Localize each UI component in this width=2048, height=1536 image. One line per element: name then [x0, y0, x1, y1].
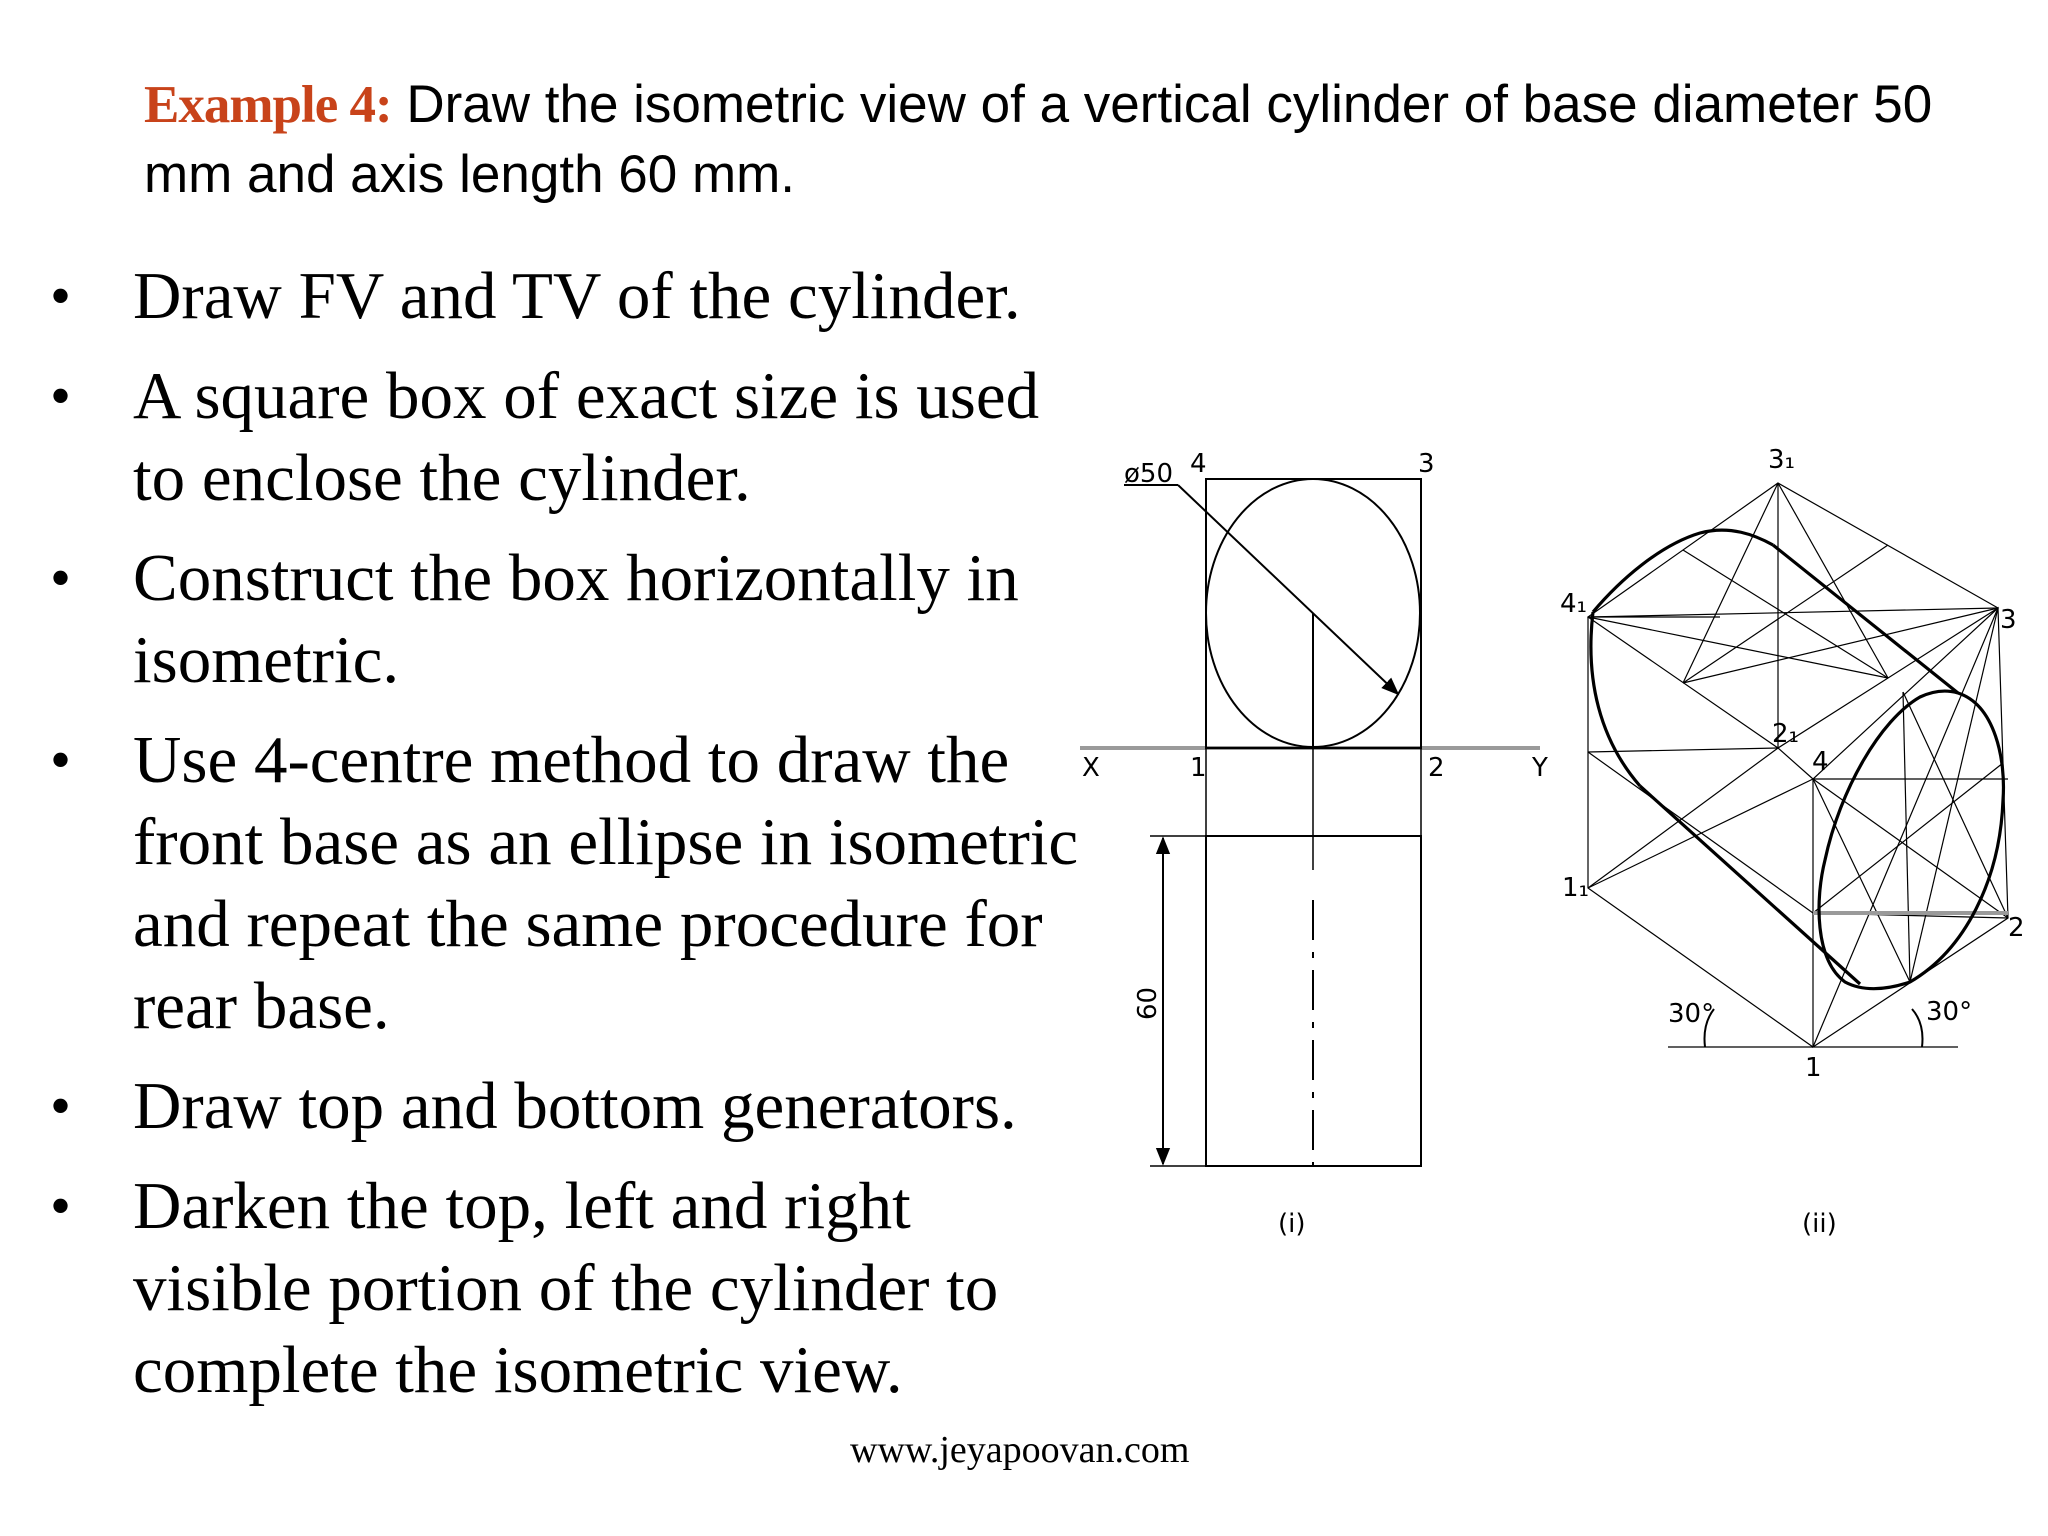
rear-ellipse-visible — [1593, 530, 1773, 612]
point-label-4-1: 4₁ — [1560, 589, 1587, 619]
bullet-item: • Draw top and bottom generators. — [50, 1065, 1090, 1147]
isometric-cylinder-outline — [1591, 530, 2004, 1047]
website-footer: www.jeyapoovan.com — [850, 1429, 1190, 1471]
isometric-construction — [1588, 483, 2008, 1047]
point-label-1: 1 — [1190, 753, 1207, 783]
bullet-item: • Draw FV and TV of the cylinder. — [50, 255, 1090, 337]
point-label-3: 3 — [2000, 605, 2017, 635]
bullet-item: • Use 4-centre method to draw the front base as an ellipse in isometric and repeat the same procedure for rear base. — [50, 719, 1090, 1047]
top-generator — [1773, 545, 1958, 693]
orthographic-views — [1080, 479, 1540, 1166]
point-label-1: 1 — [1805, 1053, 1822, 1083]
corner-label-4: 4 — [1190, 449, 1207, 479]
diameter-label: ø50 — [1124, 459, 1173, 489]
corner-label-3: 3 — [1418, 449, 1435, 479]
height-label: 60 — [1133, 986, 1163, 1020]
isometric-labels — [1560, 445, 2025, 1239]
front-ellipse — [1819, 691, 2003, 989]
x-label: X — [1082, 753, 1100, 783]
point-label-4: 4 — [1812, 747, 1829, 777]
figure-caption-i: (i) — [1278, 1209, 1306, 1239]
bullet-item: • Construct the box horizontally in isometric. — [50, 537, 1090, 701]
point-label-3-1: 3₁ — [1768, 445, 1795, 475]
bullet-item: • A square box of exact size is used to enclose the cylinder. — [50, 355, 1090, 519]
angle-label-left: 30° — [1668, 999, 1715, 1029]
angle-label-right: 30° — [1926, 997, 1973, 1027]
point-label-2: 2 — [2008, 913, 2025, 943]
bullet-item: • Darken the top, left and right visible portion of the cylinder to complete the isometric view. — [50, 1165, 1090, 1411]
figure-caption-ii: (ii) — [1802, 1209, 1837, 1239]
y-label: Y — [1532, 753, 1548, 783]
point-label-2: 2 — [1428, 753, 1445, 783]
title-text: Draw the isometric view of a vertical cylinder of base diameter 50 mm and axis length 60 mm. — [144, 75, 1933, 204]
diameter-dimension-line — [1178, 485, 1398, 694]
example-label: Example 4: — [144, 76, 392, 134]
point-label-2-1: 2₁ — [1772, 719, 1799, 749]
point-label-1-1: 1₁ — [1562, 873, 1589, 903]
orthographic-labels — [1082, 449, 1548, 1239]
